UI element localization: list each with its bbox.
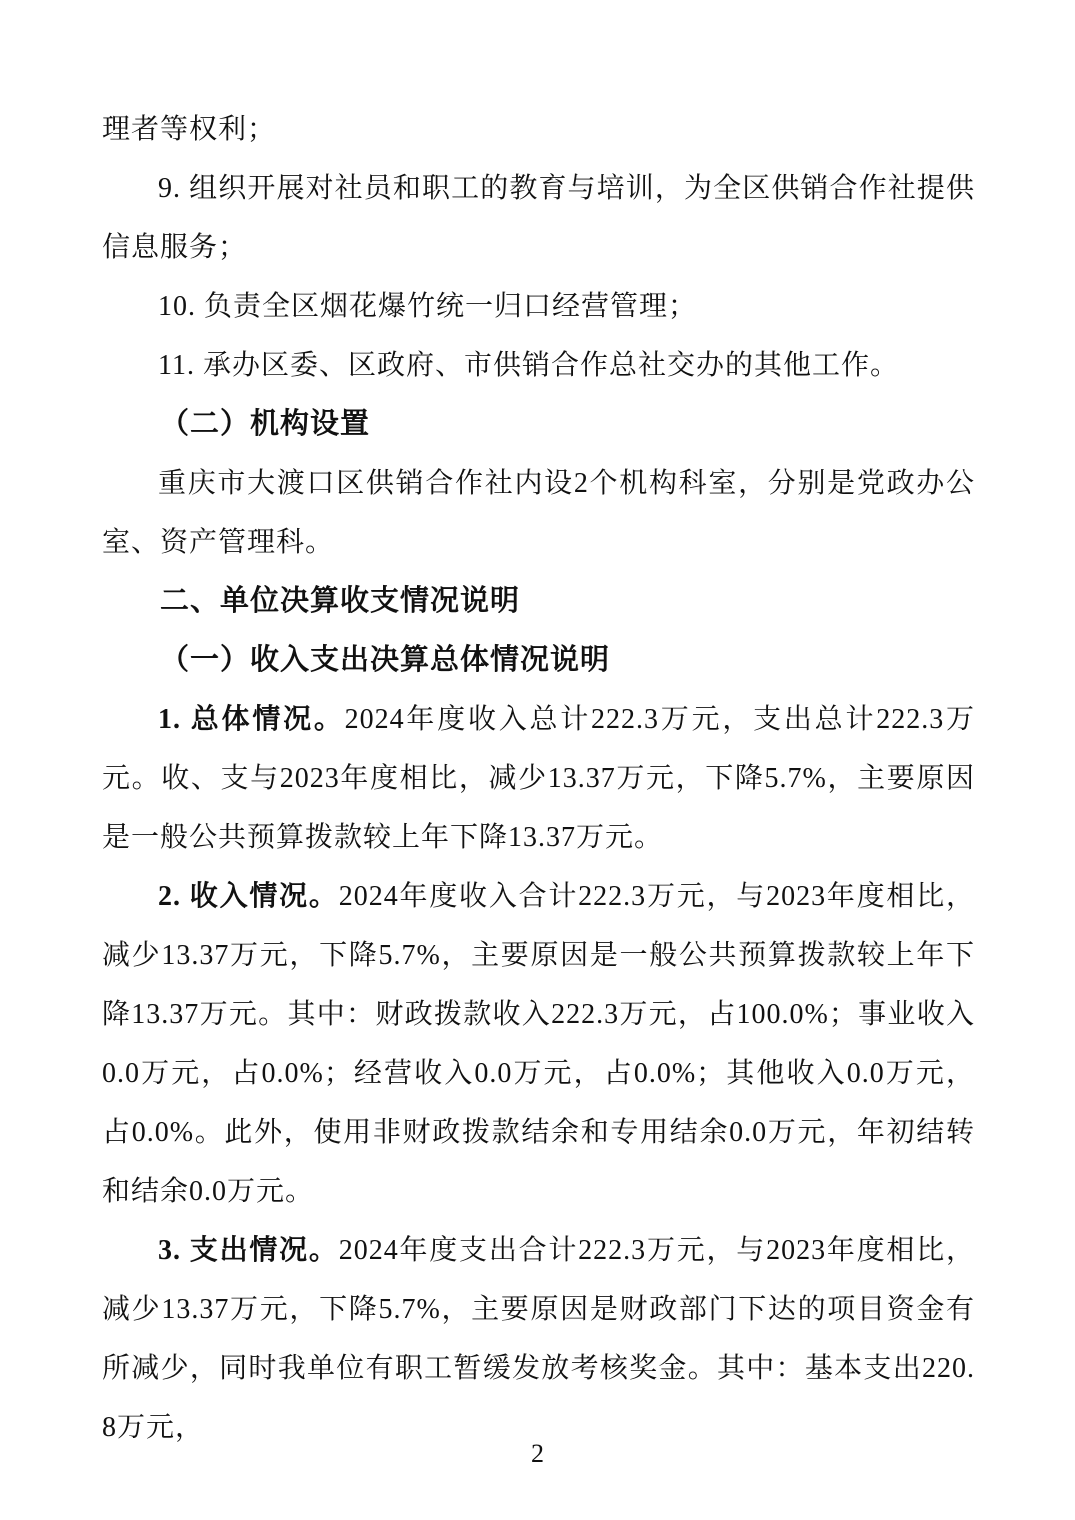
paragraph-income-lead: 2. 收入情况。 [158,881,339,912]
paragraph-duty-10: 10. 负责全区烟花爆竹统一归口经营管理； [158,291,698,322]
paragraph-overall [102,690,975,867]
paragraph-overall-text: 2024年度收入总计222.3万元，支出总计222.3万元。收、支与2023年度相比，减少13.37万元，下降5.7%，主要原因是一般公共预算拨款较上年下降13.37万元。 [102,704,975,853]
sub-heading-org-setup: （二）机构设置 [160,408,371,440]
paragraph-overall-lead: 1. 总体情况。 [158,704,345,735]
section-heading-final-accounts: 二、单位决算收支情况说明 [160,585,521,617]
paragraph-org-detail: 重庆市大渡口区供销合作社内设2个机构科室，分别是党政办公室、资产管理科。 [102,468,975,558]
paragraph-duty-9: 9. 组织开展对社员和职工的教育与培训，为全区供销合作社提供信息服务； [102,173,975,263]
paragraph-continuation: 理者等权利； [102,114,277,145]
paragraph-income [102,867,975,1221]
page-content [102,100,975,1457]
paragraph-duty-11: 11. 承办区委、区政府、市供销合作总社交办的其他工作。 [158,350,899,381]
paragraph-income-text: 2024年度收入合计222.3万元，与2023年度相比，减少13.37万元，下降5.7%，主要原因是一般公共预算拨款较上年下降13.37万元。其中：财政拨款收入222.3万元，占100.0%；事业收入0.0万元，占0.0%；经营收入0.0万元，占0.0%；其他收入0.0万元，占0.0%。此外，使用非财政拨款结余和专用结余0.0万元，年初结转和结余0.0万元。 [102,881,975,1207]
paragraph-expenditure-text: 2024年度支出合计222.3万元，与2023年度相比，减少13.37万元，下降5.7%，主要原因是财政部门下达的项目资金有所减少，同时我单位有职工暂缓发放考核奖金。其中：基本支出220.8万元， [102,1235,975,1443]
sub-heading-overall-situation: （一）收入支出决算总体情况说明 [160,644,611,676]
paragraph-expenditure-lead: 3. 支出情况。 [158,1235,339,1266]
paragraph-expenditure [102,1221,975,1457]
page-number: 2 [531,1439,544,1468]
